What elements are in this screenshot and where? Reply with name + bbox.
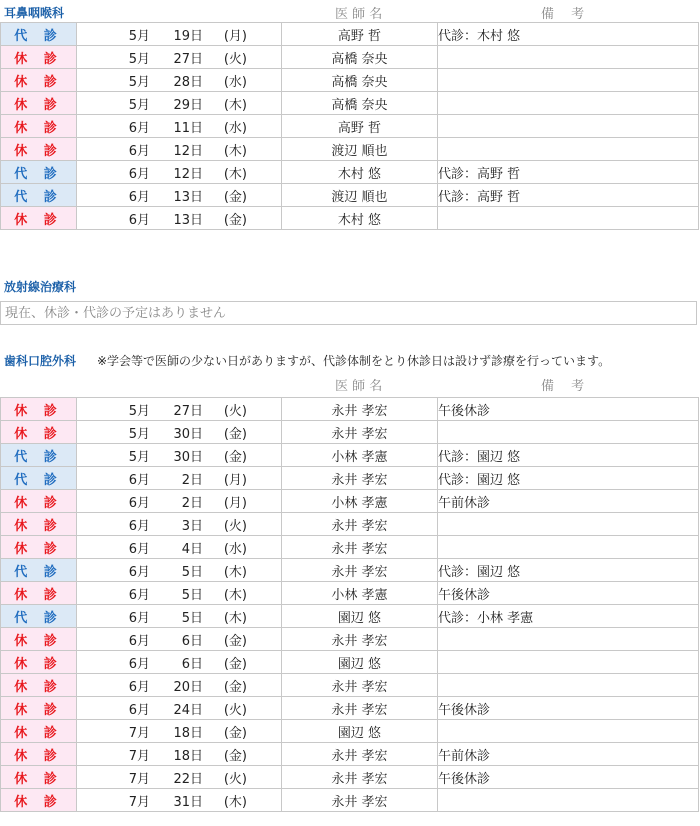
date-cell [77,720,282,743]
weekday: (木) [223,587,247,603]
status-badge: 休 診 [1,743,77,766]
doctor-name: 小林 孝憲 [282,490,438,513]
status-badge: 休 診 [1,115,77,138]
schedule-row [1,536,699,559]
date-cell [77,138,282,161]
schedule-row [1,421,699,444]
section-title-dental: 歯科口腔外科 [4,354,77,368]
date-cell [77,536,282,559]
month: 5月 [128,74,150,90]
header-doctor-name: 医 師 名 [335,379,383,394]
status-badge: 休 診 [1,789,77,812]
doctor-name: 木村 悠 [282,161,438,184]
weekday: (木) [223,97,247,113]
day: 12日 [173,143,203,159]
weekday: (水) [223,541,247,557]
note-cell [438,536,699,559]
note-cell [438,674,699,697]
schedule-row [1,184,699,207]
doctor-name: 園辺 悠 [282,605,438,628]
doctor-name: 永井 孝宏 [282,789,438,812]
status-badge: 休 診 [1,398,77,421]
date-cell [77,513,282,536]
day: 4日 [181,541,203,557]
note-cell [438,628,699,651]
schedule-row [1,513,699,536]
month: 6月 [128,587,150,603]
month: 5月 [128,28,150,44]
schedule-row [1,674,699,697]
month: 6月 [128,633,150,649]
doctor-name: 永井 孝宏 [282,766,438,789]
doctor-name: 園辺 悠 [282,720,438,743]
status-badge: 休 診 [1,582,77,605]
weekday: (月) [223,28,247,44]
date-cell [77,674,282,697]
day: 3日 [181,518,203,534]
doctor-name: 渡辺 順也 [282,184,438,207]
no-schedule-notice: 現在、休診・代診の予定はありません [0,301,697,325]
month: 6月 [128,120,150,136]
month: 7月 [128,794,150,810]
date-cell [77,766,282,789]
doctor-name: 永井 孝宏 [282,697,438,720]
schedule-row [1,398,699,421]
note-cell [438,207,699,230]
status-badge: 休 診 [1,207,77,230]
status-badge: 代 診 [1,467,77,490]
day: 31日 [173,794,203,810]
day: 12日 [173,166,203,182]
month: 7月 [128,725,150,741]
status-badge: 代 診 [1,184,77,207]
weekday: (金) [223,679,247,695]
note-cell [438,789,699,812]
note-cell: 午前休診 [438,490,699,513]
day: 19日 [173,28,203,44]
day: 6日 [181,656,203,672]
date-cell [77,444,282,467]
schedule-row [1,444,699,467]
note-cell [438,513,699,536]
dental-notice: ※学会等で医師の少ない日がありますが、代診体制をとり休診日は設けず診療を行っています。 [97,354,611,368]
schedule-row [1,138,699,161]
schedule-row [1,766,699,789]
note-cell: 代診：木村 悠 [438,23,699,46]
date-cell [77,628,282,651]
doctor-name: 永井 孝宏 [282,559,438,582]
status-badge: 休 診 [1,628,77,651]
note-cell: 午後休診 [438,582,699,605]
note-cell [438,421,699,444]
status-badge: 休 診 [1,69,77,92]
schedule-row [1,207,699,230]
month: 5月 [128,403,150,419]
dental-schedule-table [0,397,699,812]
day: 29日 [173,97,203,113]
schedule-row [1,467,699,490]
status-badge: 代 診 [1,161,77,184]
doctor-name: 永井 孝宏 [282,628,438,651]
weekday: (木) [223,564,247,580]
status-badge: 休 診 [1,674,77,697]
status-badge: 休 診 [1,536,77,559]
weekday: (木) [223,166,247,182]
day: 20日 [173,679,203,695]
status-badge: 代 診 [1,23,77,46]
date-cell [77,69,282,92]
weekday: (金) [223,725,247,741]
schedule-row [1,115,699,138]
doctor-name: 高野 哲 [282,23,438,46]
date-cell [77,467,282,490]
date-cell [77,161,282,184]
schedule-row [1,789,699,812]
month: 6月 [128,610,150,626]
date-cell [77,46,282,69]
note-cell: 午前休診 [438,743,699,766]
header-note: 備 考 [541,379,585,394]
doctor-name: 渡辺 順也 [282,138,438,161]
status-badge: 休 診 [1,766,77,789]
day: 28日 [173,74,203,90]
schedule-row [1,651,699,674]
weekday: (火) [223,403,247,419]
month: 6月 [128,564,150,580]
doctor-name: 永井 孝宏 [282,467,438,490]
doctor-name: 小林 孝憲 [282,582,438,605]
schedule-row [1,92,699,115]
doctor-name: 永井 孝宏 [282,743,438,766]
weekday: (水) [223,120,247,136]
weekday: (金) [223,748,247,764]
day: 13日 [173,212,203,228]
status-badge: 代 診 [1,605,77,628]
month: 6月 [128,166,150,182]
note-cell [438,46,699,69]
day: 18日 [173,725,203,741]
day: 5日 [181,564,203,580]
weekday: (火) [223,702,247,718]
doctor-name: 永井 孝宏 [282,421,438,444]
schedule-row [1,697,699,720]
header-note: 備 考 [541,7,585,22]
day: 5日 [181,587,203,603]
note-cell: 代診：高野 哲 [438,161,699,184]
date-cell [77,490,282,513]
month: 6月 [128,495,150,511]
doctor-name: 永井 孝宏 [282,674,438,697]
schedule-row [1,69,699,92]
month: 5月 [128,426,150,442]
day: 18日 [173,748,203,764]
weekday: (金) [223,212,247,228]
weekday: (金) [223,656,247,672]
note-cell: 代診：高野 哲 [438,184,699,207]
doctor-name: 高橋 奈央 [282,92,438,115]
status-badge: 休 診 [1,513,77,536]
date-cell [77,651,282,674]
day: 30日 [173,426,203,442]
doctor-name: 園辺 悠 [282,651,438,674]
weekday: (火) [223,518,247,534]
date-cell [77,207,282,230]
status-badge: 休 診 [1,138,77,161]
weekday: (火) [223,771,247,787]
note-cell: 代診：園辺 悠 [438,444,699,467]
weekday: (木) [223,610,247,626]
month: 6月 [128,518,150,534]
status-badge: 休 診 [1,720,77,743]
date-cell [77,421,282,444]
date-cell [77,789,282,812]
note-cell [438,92,699,115]
month: 6月 [128,189,150,205]
date-cell [77,582,282,605]
schedule-row [1,720,699,743]
doctor-name: 小林 孝憲 [282,444,438,467]
schedule-row [1,628,699,651]
day: 22日 [173,771,203,787]
weekday: (月) [223,495,247,511]
weekday: (火) [223,51,247,67]
doctor-name: 高橋 奈央 [282,46,438,69]
schedule-row [1,23,699,46]
schedule-row [1,161,699,184]
schedule-row [1,743,699,766]
day: 2日 [181,495,203,511]
doctor-name: 永井 孝宏 [282,536,438,559]
doctor-name: 高橋 奈央 [282,69,438,92]
month: 6月 [128,541,150,557]
note-cell [438,720,699,743]
month: 5月 [128,51,150,67]
date-cell [77,23,282,46]
schedule-row [1,605,699,628]
note-cell: 午後休診 [438,697,699,720]
day: 27日 [173,403,203,419]
month: 5月 [128,449,150,465]
month: 5月 [128,97,150,113]
month: 7月 [128,771,150,787]
weekday: (木) [223,143,247,159]
schedule-row [1,46,699,69]
weekday: (月) [223,472,247,488]
month: 6月 [128,656,150,672]
date-cell [77,743,282,766]
note-cell: 代診：園辺 悠 [438,559,699,582]
status-badge: 休 診 [1,490,77,513]
month: 7月 [128,748,150,764]
doctor-name: 高野 哲 [282,115,438,138]
weekday: (金) [223,426,247,442]
note-cell [438,651,699,674]
weekday: (金) [223,633,247,649]
note-cell: 代診：園辺 悠 [438,467,699,490]
note-cell [438,115,699,138]
schedule-row [1,490,699,513]
date-cell [77,92,282,115]
weekday: (水) [223,74,247,90]
status-badge: 休 診 [1,421,77,444]
status-badge: 代 診 [1,559,77,582]
status-badge: 休 診 [1,92,77,115]
day: 11日 [173,120,203,136]
date-cell [77,398,282,421]
weekday: (金) [223,449,247,465]
status-badge: 休 診 [1,46,77,69]
weekday: (木) [223,794,247,810]
note-cell [438,138,699,161]
section-title-radiology: 放射線治療科 [4,280,77,294]
date-cell [77,605,282,628]
date-cell [77,697,282,720]
note-cell: 午後休診 [438,766,699,789]
day: 2日 [181,472,203,488]
date-cell [77,559,282,582]
month: 6月 [128,212,150,228]
day: 13日 [173,189,203,205]
month: 6月 [128,702,150,718]
doctor-name: 永井 孝宏 [282,398,438,421]
note-cell [438,69,699,92]
status-badge: 休 診 [1,651,77,674]
doctor-name: 木村 悠 [282,207,438,230]
month: 6月 [128,679,150,695]
note-cell: 午後休診 [438,398,699,421]
ent-schedule-table [0,22,699,230]
doctor-name: 永井 孝宏 [282,513,438,536]
header-doctor-name: 医 師 名 [335,7,383,22]
day: 27日 [173,51,203,67]
month: 6月 [128,143,150,159]
month: 6月 [128,472,150,488]
note-cell: 代診：小林 孝憲 [438,605,699,628]
section-title-ent: 耳鼻咽喉科 [4,6,65,20]
ent-rows [1,23,699,230]
day: 6日 [181,633,203,649]
day: 5日 [181,610,203,626]
day: 30日 [173,449,203,465]
weekday: (金) [223,189,247,205]
schedule-row [1,582,699,605]
schedule-row [1,559,699,582]
status-badge: 休 診 [1,697,77,720]
status-badge: 代 診 [1,444,77,467]
date-cell [77,115,282,138]
dental-rows [1,398,699,812]
date-cell [77,184,282,207]
day: 24日 [173,702,203,718]
